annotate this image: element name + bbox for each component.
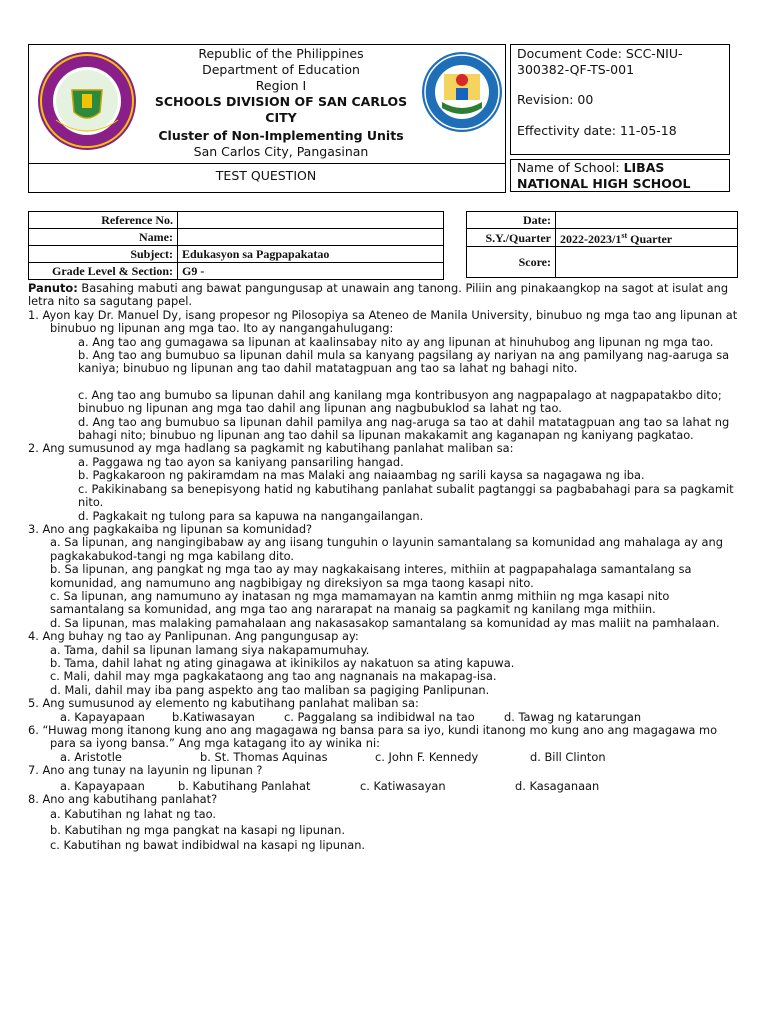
table-row xyxy=(29,263,444,280)
document-info-box xyxy=(510,44,730,155)
q5-option-c[interactable]: c. Paggalang sa indibidwal na tao xyxy=(284,709,475,724)
q8-option-b[interactable]: b. Kabutihan ng mga pangkat na kasapi ng lipunan. xyxy=(50,822,345,837)
name-field[interactable] xyxy=(178,229,444,246)
q6-options xyxy=(28,751,740,764)
school-name: LIBAS NATIONAL HIGH SCHOOL xyxy=(517,160,691,191)
q3-option-d[interactable]: d. Sa lipunan, mas malaking pamahalaan ang nakasasakop samantalang sa komunidad ay mas maliit na pamhalaan. xyxy=(50,615,720,630)
student-info-table xyxy=(28,211,444,280)
q2-option-a[interactable]: a. Paggawa ng tao ayon sa kaniyang pansariling hangad. xyxy=(78,454,404,469)
q5-options xyxy=(28,711,740,724)
header-center xyxy=(138,46,424,160)
instructions-label: Panuto: xyxy=(28,281,78,295)
q5-option-b[interactable]: b.Katiwasayan xyxy=(172,709,255,724)
table-row xyxy=(467,247,738,278)
q2-option-d[interactable]: d. Pagkakait ng tulong para sa kapuwa na nangangailangan. xyxy=(78,508,424,523)
school-seal-icon xyxy=(420,48,504,140)
table-row xyxy=(29,212,444,229)
sy-field[interactable] xyxy=(556,229,738,247)
subject-field[interactable]: Edukasyon sa Pagpapakatao xyxy=(178,246,444,263)
reference-field[interactable] xyxy=(178,212,444,229)
question-2: 2. Ang sumusunod ay mga hadlang sa pagkamit ng kabutihang panlahat maliban sa: xyxy=(28,441,514,456)
q6-option-c[interactable]: c. John F. Kennedy xyxy=(375,749,479,764)
region-line: Region I xyxy=(255,78,307,93)
q1-option-a[interactable]: a. Ang tao ang gumagawa sa lipunan at kaalinsabay nito ay ang lipunan at hinuhubog ang lipunan ng mga tao. xyxy=(78,334,714,349)
q6-option-d[interactable]: d. Bill Clinton xyxy=(530,749,606,764)
table-row xyxy=(467,229,738,247)
document-code: Document Code: SCC-NIU-300382-QF-TS-001 xyxy=(517,46,683,77)
question-1: 1. Ayon kay Dr. Manuel Dy, isang propesor ng Pilosopiya sa Ateneo de Manila University, binubuo ng mga tao ang lipunan at binubuo ng lipunan ang mga tao. Ito ay nangangahulugang: xyxy=(28,307,738,336)
question-8: 8. Ano ang kabutihang panlahat? xyxy=(28,792,218,807)
q4-option-a[interactable]: a. Tama, dahil sa lipunan lamang siya nakapamumuhay. xyxy=(50,642,370,657)
q1-option-d[interactable]: d. Ang tao ang bumubuo sa lipunan dahil pamilya ang nag-aruga sa tao at dahil matatagpuan ang tao sa lahat ng bahagi nito; binubuo ng lipunan ang tao dahil sa lipunan makakamit ang kaganapan ng kaniyang pagkatao. xyxy=(78,414,730,443)
question-3: 3. Ano ang pagkakaiba ng lipunan sa komunidad? xyxy=(28,521,313,536)
cluster-line: Cluster of Non-Implementing Units xyxy=(158,128,404,143)
school-label: Name of School: xyxy=(517,160,624,175)
revision: Revision: 00 xyxy=(517,92,594,107)
sy-suffix: Quarter xyxy=(627,232,673,246)
q4-option-d[interactable]: d. Mali, dahil may iba pang aspekto ang tao maliban sa pagiging Panlipunan. xyxy=(50,682,490,697)
name-label: Name: xyxy=(29,229,178,246)
school-name-box xyxy=(510,159,730,192)
q7-options xyxy=(28,780,740,793)
question-5: 5. Ang sumusunod ay elemento ng kabutihang panlahat maliban sa: xyxy=(28,696,419,711)
sy-sup: st xyxy=(621,231,628,240)
q1-option-b[interactable]: b. Ang tao ang bumubuo sa lipunan dahil mula sa kanyang pagsilang ay nariyan na ang pamilyang nag-aaruga sa kaniya; binubuo ng lipunan ang tao dahil matatagpuan ang tao sa lahat ng bahagi nito. xyxy=(78,348,730,376)
q2-option-c[interactable]: c. Pakikinabang sa benepisyong hatid ng kabutihang panlahat subalit pagtanggi sa pagbabahagi para sa pagkamit nito. xyxy=(78,481,734,510)
q3-option-a[interactable]: a. Sa lipunan, ang nangingibabaw ay ang iisang tunguhin o layunin samantalang sa komunidad ang mahalaga ay ang pagkakabukod-tangi ng mga kabilang dito. xyxy=(50,535,723,563)
q5-option-a[interactable]: a. Kapayapaan xyxy=(60,709,145,724)
instructions xyxy=(28,282,740,309)
effectivity-date: Effectivity date: 11-05-18 xyxy=(517,123,677,138)
q7-option-b[interactable]: b. Kabutihang Panlahat xyxy=(178,778,311,793)
questions-body xyxy=(28,282,740,853)
q5-option-d[interactable]: d. Tawag ng katarungan xyxy=(504,709,642,724)
question-4: 4. Ang buhay ng tao ay Panlipunan. Ang pangungusap ay: xyxy=(28,629,359,644)
q3-option-b[interactable]: b. Sa lipunan, ang pangkat ng mga tao ay may nagkakaisang interes, mithiin at pagpapahalaga samantalang sa komunidad, ang namumuno ang nagbibigay ng direksiyon sa mga taong kasapi nito. xyxy=(50,562,692,590)
sy-label: S.Y./Quarter xyxy=(467,229,556,247)
reference-label: Reference No. xyxy=(29,212,178,229)
instructions-text: Basahing mabuti ang bawat pangungusap at unawain ang tanong. Piliin ang pinakaangkop na sagot at isulat ang letra nito sa sagutang papel. xyxy=(28,281,729,309)
republic-line: Republic of the Philippines xyxy=(198,46,364,61)
q7-option-a[interactable]: a. Kapayapaan xyxy=(60,778,145,793)
q7-option-d[interactable]: d. Kasaganaan xyxy=(515,778,600,793)
grade-label: Grade Level & Section: xyxy=(29,263,178,280)
table-row xyxy=(467,212,738,229)
q3-option-c[interactable]: c. Sa lipunan, ang namumuno ay inatasan ng mga mamamayan na kamtin anmg mithiin ng mga kasapi nito samantalang sa komunidad, ang mga tao ang nararapat na manaig sa pagkamit ng kanilang mga mithiin. xyxy=(50,588,670,617)
q6-option-b[interactable]: b. St. Thomas Aquinas xyxy=(200,749,328,764)
date-score-table xyxy=(466,211,738,278)
table-row xyxy=(29,229,444,246)
department-line: Department of Education xyxy=(202,62,360,77)
q8-option-a[interactable]: a. Kabutihan ng lahat ng tao. xyxy=(50,807,216,822)
q6-option-a[interactable]: a. Aristotle xyxy=(60,749,122,764)
q1-option-c[interactable]: c. Ang tao ang bumubo sa lipunan dahil ang kanilang mga kontribusyon ang nagpapalago at nagpapatakbo dito; binubuo ng lipunan ang mga tao dahil ang lipunan ang nagbubuklod sa lahat ng tao. xyxy=(78,387,722,416)
division-line: SCHOOLS DIVISION OF SAN CARLOS CITY xyxy=(154,94,408,125)
division-seal-icon xyxy=(36,50,138,152)
city-line: San Carlos City, Pangasinan xyxy=(193,144,369,159)
date-field[interactable] xyxy=(556,212,738,229)
test-question-title: TEST QUESTION xyxy=(215,168,317,183)
q4-option-b[interactable]: b. Tama, dahil lahat ng ating ginagawa at ikinikilos ay nakatuon sa ating kapuwa. xyxy=(50,655,515,670)
subject-label: Subject: xyxy=(29,246,178,263)
sy-value: 2022-2023/1 xyxy=(560,232,622,246)
q8-option-c[interactable]: c. Kabutihan ng bawat indibidwal na kasapi ng lipunan. xyxy=(50,838,366,853)
q4-option-c[interactable]: c. Mali, dahil may mga pagkakataong ang tao ang nagnanais na makapag-isa. xyxy=(50,669,497,684)
date-label: Date: xyxy=(467,212,556,229)
score-label: Score: xyxy=(467,247,556,278)
spacer xyxy=(28,376,740,389)
score-field[interactable] xyxy=(556,247,738,278)
q7-option-c[interactable]: c. Katiwasayan xyxy=(360,778,446,793)
question-6: 6. “Huwag mong itanong kung ano ang magagawa ng bansa para sa iyo, kundi itanong mo kung ano ang magagawa mo para sa iyong bansa.” Ang mga katagang ito ay winika ni: xyxy=(28,723,718,751)
question-7: 7. Ano ang tunay na layunin ng lipunan ? xyxy=(28,763,263,778)
grade-field[interactable]: G9 - xyxy=(178,263,444,280)
q2-option-b[interactable]: b. Pagkakaroon ng pakiramdam na mas Malaki ang naiaambag ng sarili kaysa sa nagagawa ng iba. xyxy=(78,468,645,483)
table-row xyxy=(29,246,444,263)
